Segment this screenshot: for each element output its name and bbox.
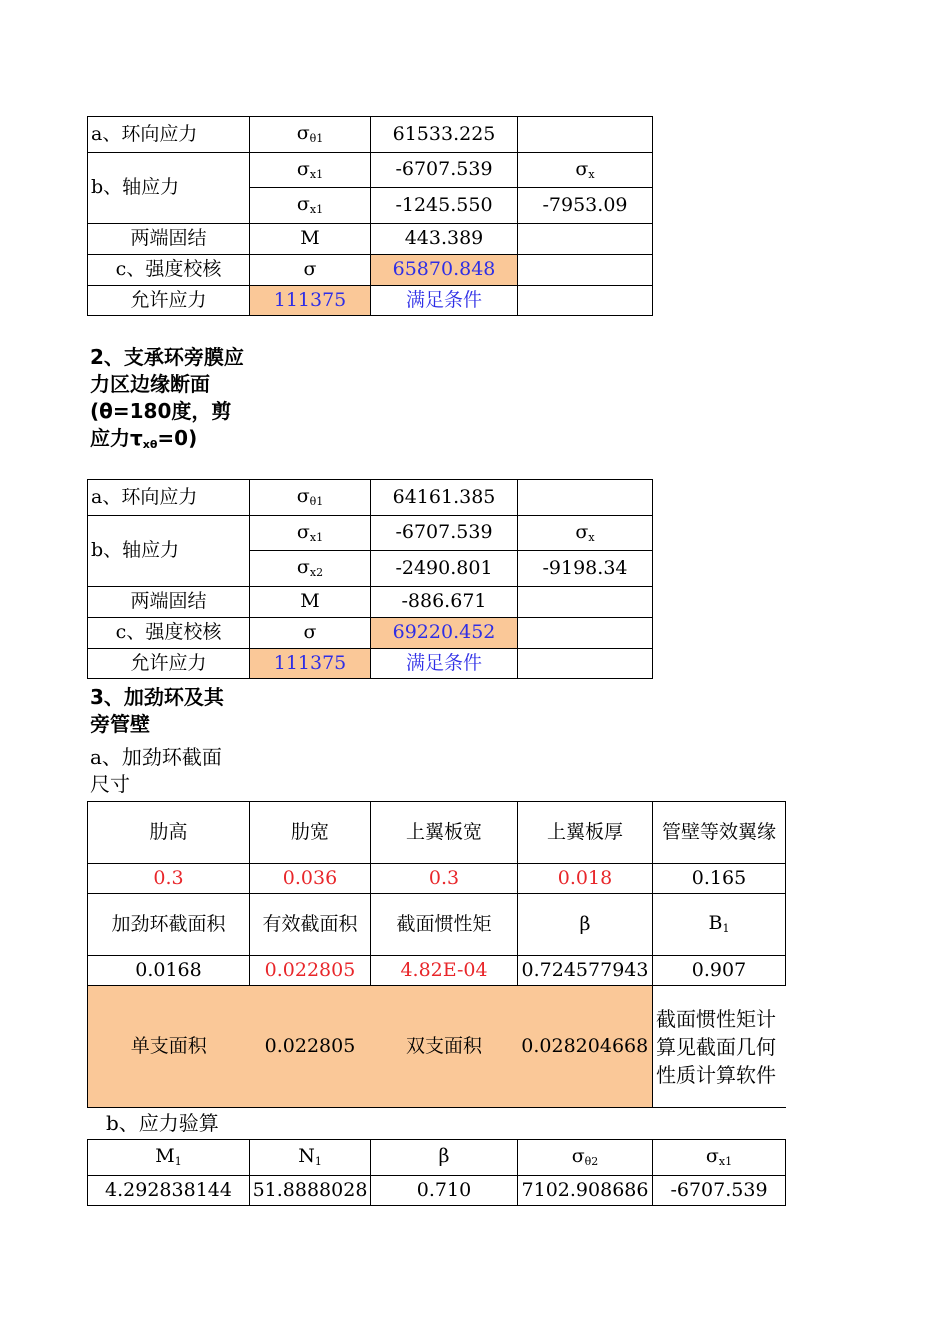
axial-stress-symbol-2: $\sigma_{x2}$	[250, 551, 371, 587]
stress-header-n1: $N_1$	[250, 1140, 371, 1176]
empty-cell[interactable]	[518, 255, 653, 286]
dims-header-flange-width: 上翼板宽	[371, 802, 518, 864]
dims-value-rib-width[interactable]: 0.036	[250, 864, 371, 894]
props-header-inertia: 截面惯性矩	[371, 894, 518, 956]
section2-heading: 2、支承环旁膜应力区边缘断面(θ=180度，剪应力$\tau_{x\theta}=0$)	[90, 345, 244, 451]
axial-total-symbol: $\sigma_x$	[518, 153, 653, 188]
fixed-ends-label: 两端固结	[88, 224, 250, 255]
props-value-b1[interactable]: 0.907	[653, 956, 786, 986]
allowable-stress-value[interactable]: 111375	[250, 649, 371, 679]
allowable-stress-value[interactable]: 111375	[250, 286, 371, 316]
props-value-effective-area[interactable]: 0.022805	[250, 956, 371, 986]
check-result: 满足条件	[371, 649, 518, 679]
axial-stress-symbol-1: $\sigma_{x1}$	[250, 153, 371, 188]
stress-header-m1: $M_1$	[88, 1140, 250, 1176]
double-area-label: 双支面积	[371, 986, 518, 1108]
axial-stress-value-2[interactable]: -2490.801	[371, 551, 518, 587]
axial-stress-label: b、轴应力	[88, 516, 250, 587]
axial-stress-value-1[interactable]: -6707.539	[371, 516, 518, 551]
axial-stress-value-1[interactable]: -6707.539	[371, 153, 518, 188]
stress-header-beta: β	[371, 1140, 518, 1176]
empty-cell[interactable]	[518, 286, 653, 316]
axial-stress-symbol-1: $\sigma_{x1}$	[250, 516, 371, 551]
axial-stress-label: b、轴应力	[88, 153, 250, 224]
axial-stress-value-2[interactable]: -1245.550	[371, 188, 518, 224]
stiffener-dimensions-table	[87, 801, 786, 1108]
strength-value[interactable]: 69220.452	[371, 618, 518, 649]
moment-value[interactable]: -886.671	[371, 587, 518, 618]
dims-header-rib-height: 肋高	[88, 802, 250, 864]
section1-table	[87, 116, 653, 316]
stress-value-m1[interactable]: 4.292838144	[88, 1176, 250, 1206]
check-result: 满足条件	[371, 286, 518, 316]
fixed-ends-label: 两端固结	[88, 587, 250, 618]
props-header-beta: β	[518, 894, 653, 956]
empty-cell[interactable]	[518, 480, 653, 516]
empty-cell[interactable]	[518, 224, 653, 255]
single-area-value[interactable]: 0.022805	[250, 986, 371, 1108]
props-value-inertia[interactable]: 4.82E-04	[371, 956, 518, 986]
hoop-stress-label: a、环向应力	[88, 480, 250, 516]
props-header-b1: $B_1$	[653, 894, 786, 956]
stress-header-sigma-x1: $\sigma_{x1}$	[653, 1140, 786, 1176]
dims-value-equivalent-flange[interactable]: 0.165	[653, 864, 786, 894]
moment-value[interactable]: 443.389	[371, 224, 518, 255]
single-area-label: 单支面积	[88, 986, 250, 1108]
stiffener-section-caption: a、加劲环截面尺寸	[90, 745, 222, 796]
strength-check-label: c、强度校核	[88, 255, 250, 286]
double-area-value[interactable]: 0.028204668	[518, 986, 653, 1108]
moment-symbol: M	[250, 224, 371, 255]
dims-value-rib-height[interactable]: 0.3	[88, 864, 250, 894]
stress-value-n1[interactable]: 51.8888028	[250, 1176, 371, 1206]
dims-header-flange-thickness: 上翼板厚	[518, 802, 653, 864]
hoop-stress-value[interactable]: 61533.225	[371, 117, 518, 153]
moment-symbol: M	[250, 587, 371, 618]
axial-total-value[interactable]: -7953.09	[518, 188, 653, 224]
axial-stress-symbol-2: $\sigma_{x1}$	[250, 188, 371, 224]
stress-value-sigma-x1[interactable]: -6707.539	[653, 1176, 786, 1206]
dims-value-flange-thickness[interactable]: 0.018	[518, 864, 653, 894]
empty-cell[interactable]	[518, 117, 653, 153]
axial-total-symbol: $\sigma_x$	[518, 516, 653, 551]
props-header-effective-area: 有效截面积	[250, 894, 371, 956]
stress-check-table	[87, 1139, 786, 1206]
axial-total-value[interactable]: -9198.34	[518, 551, 653, 587]
empty-cell[interactable]	[518, 618, 653, 649]
strength-symbol: σ	[250, 255, 371, 286]
stress-check-caption: b、应力验算	[106, 1111, 219, 1135]
section2-table	[87, 479, 653, 679]
stress-header-sigma-theta2: $\sigma_{\theta 2}$	[518, 1140, 653, 1176]
props-value-ring-area[interactable]: 0.0168	[88, 956, 250, 986]
dims-header-rib-width: 肋宽	[250, 802, 371, 864]
stress-value-sigma-theta2[interactable]: 7102.908686	[518, 1176, 653, 1206]
stress-value-beta[interactable]: 0.710	[371, 1176, 518, 1206]
dims-header-equivalent-flange: 管壁等效翼缘	[653, 802, 786, 864]
props-value-beta[interactable]: 0.724577943	[518, 956, 653, 986]
section3-heading: 3、加劲环及其旁管壁	[90, 685, 224, 736]
hoop-stress-label: a、环向应力	[88, 117, 250, 153]
empty-cell[interactable]	[518, 587, 653, 618]
empty-cell[interactable]	[518, 649, 653, 679]
strength-check-label: c、强度校核	[88, 618, 250, 649]
hoop-stress-value[interactable]: 64161.385	[371, 480, 518, 516]
hoop-stress-symbol: $\sigma_{\theta 1}$	[250, 117, 371, 153]
props-header-ring-area: 加劲环截面积	[88, 894, 250, 956]
strength-symbol: σ	[250, 618, 371, 649]
strength-value[interactable]: 65870.848	[371, 255, 518, 286]
hoop-stress-symbol: $\sigma_{\theta 1}$	[250, 480, 371, 516]
dims-value-flange-width[interactable]: 0.3	[371, 864, 518, 894]
allowable-stress-label: 允许应力	[88, 649, 250, 679]
inertia-note: 截面惯性矩计算见截面几何性质计算软件	[653, 986, 786, 1108]
allowable-stress-label: 允许应力	[88, 286, 250, 316]
